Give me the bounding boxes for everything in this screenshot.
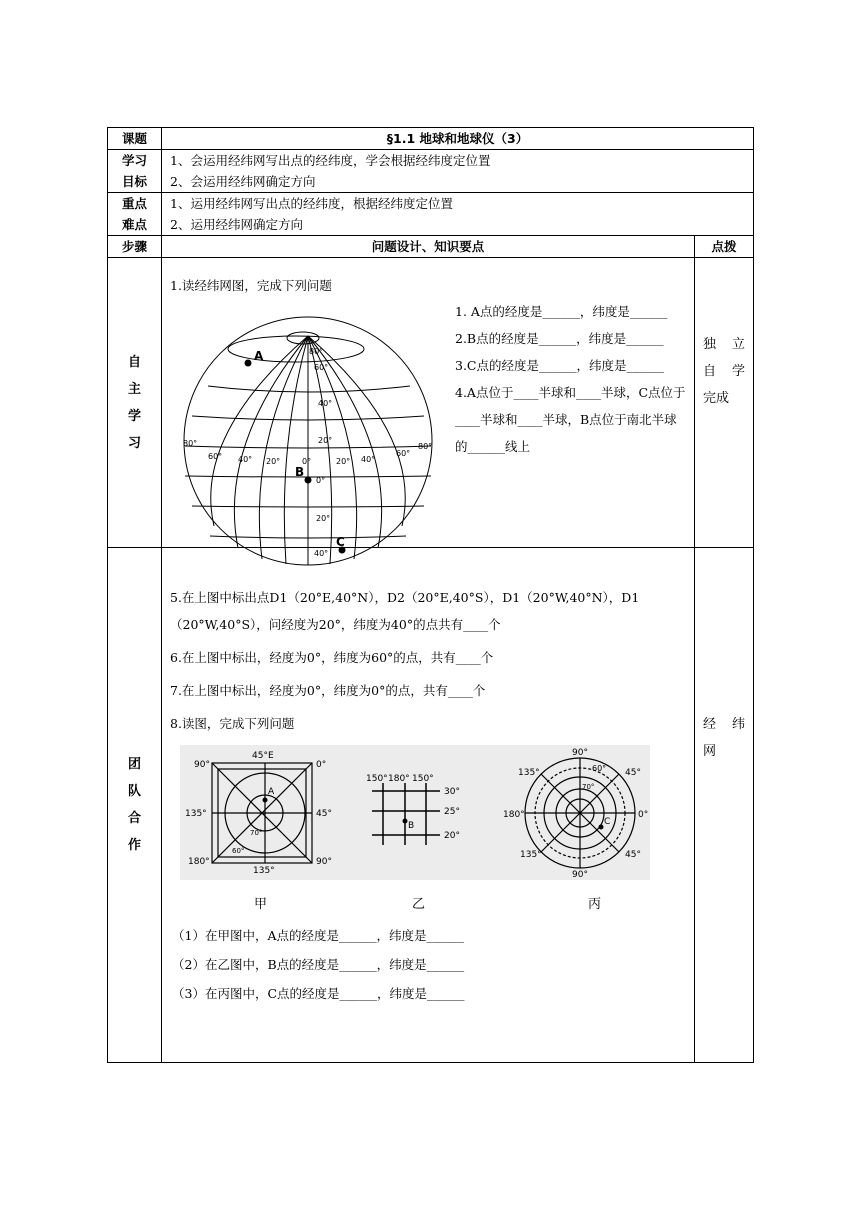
bing-label: 135° [518,768,540,778]
topic-label: 课题 [108,128,162,150]
design-column-header: 问题设计、知识要点 [162,236,695,258]
teamwork-questions [170,584,688,737]
sub-question-3: （3）在丙图中，C点的经度是______，纬度是______ [172,986,465,1001]
objectives-label-line2: 目标 [121,174,147,189]
question-1: 1. A点的经度是______，纬度是______ [455,304,668,319]
objective-2: 2、会运用经纬网确定方向 [170,174,316,189]
globe-lat-label: 60° [314,363,329,372]
tip-char: 自 [703,364,717,379]
globe-lon-label: 40° [361,455,376,464]
bing-label: 0° [638,810,649,820]
self-study-tip [695,258,754,548]
key-point-2: 2、运用经纬网确定方向 [170,217,303,232]
tip-text: 完成 [703,391,730,406]
bing-label: 45° [625,850,641,860]
yi-label: 150° [412,774,434,784]
globe-lon-label: 60° [208,452,223,461]
tip-char: 立 [732,337,746,352]
jia-point-a-label: A [268,787,275,797]
jia-label: 90° [194,760,210,770]
key-point-1: 1、运用经纬网写出点的经纬度，根据经纬度定位置 [170,196,453,211]
sub-question-1: （1）在甲图中，A点的经度是______，纬度是______ [172,928,464,943]
question-2: 2.B点的经度是______，纬度是______ [455,331,664,346]
lesson-title: §1.1 地球和地球仪（3） [162,128,754,150]
yi-label: 20° [444,831,460,841]
teamwork-char: 合 [127,811,141,826]
question-3: 3.C点的经度是______，纬度是______ [455,358,664,373]
globe-lon-label: 60° [396,449,411,458]
question-4: 4.A点位于____半球和____半球，C点位于____半球和____半球，B点位于南北半球的______线上 [455,385,686,454]
globe-lat-label: 0° [316,476,326,485]
teamwork-char: 作 [127,838,141,853]
step-column-header: 步骤 [108,236,162,258]
self-study-char: 主 [127,381,141,397]
key-points-label [108,193,162,236]
figure-jia [180,745,340,880]
globe-lat-label: 80° [309,347,324,356]
globe-lat-label: 40° [314,549,329,558]
self-study-char: 习 [127,435,141,451]
teamwork-label [108,548,162,1063]
figure-caption-bing: 丙 [588,897,602,912]
teamwork-tip [695,548,754,1063]
tip-char: 纬 [732,717,746,732]
yi-label: 30° [444,787,460,797]
self-study-char: 学 [127,408,141,424]
figure-yi [350,745,490,880]
teamwork-char: 队 [127,784,141,799]
yi-label: 180° [388,774,410,784]
tip-column-header: 点拨 [695,236,754,258]
jia-label: 60° [232,847,245,855]
globe-lat-label: 20° [318,436,333,445]
yi-label: 150° [366,774,388,784]
tip-char: 网 [703,744,717,759]
jia-label: 135° [253,866,275,876]
jia-label: 70° [250,829,263,837]
globe-lon-label: 40° [238,455,253,464]
jia-label: 90° [316,857,332,867]
globe-lon-label: 20° [336,457,351,466]
yi-label: 25° [444,807,460,817]
globe-point-b-label: B [295,465,305,479]
globe-figure [178,316,438,566]
question-7: 7.在上图中标出，经度为0°，纬度为0°的点，共有____个 [170,683,486,698]
jia-label: 45°E [252,751,274,761]
bing-label: 60° [592,764,607,773]
question-5: 5.在上图中标出点D1（20°E,40°N），D2（20°E,40°S），D1（20°W,40°N），D1（20°W,40°S），问经度为20°，纬度为40°的点共有____个 [170,590,640,632]
key-points-label-line1: 重点 [121,196,147,211]
objectives-label-line1: 学习 [121,153,147,168]
globe-lat-label: 20° [316,514,331,523]
tip-char: 独 [703,337,717,352]
globe-lon-label: 20° [266,457,281,466]
sub-question-2: （2）在乙图中，B点的经度是______，纬度是______ [172,957,465,972]
jia-label: 0° [316,760,327,770]
objective-1: 1、会运用经纬网写出点的经纬度，学会根据经纬度定位置 [170,153,491,168]
figure-bing [500,745,650,880]
figures-panel [180,745,650,880]
bing-label: 45° [625,768,641,778]
bing-label: 90° [572,748,588,758]
globe-lon-label: 80° [418,442,433,451]
bing-label: 90° [572,870,588,880]
jia-label: 45° [316,809,332,819]
bing-label: 70° [582,783,595,791]
bing-point-c-label: C [604,817,611,827]
question-8: 8.读图，完成下列问题 [170,716,295,731]
question-6: 6.在上图中标出，经度为0°，纬度为60°的点，共有____个 [170,650,494,665]
bing-label: 180° [503,810,525,820]
globe-point-a-label: A [254,349,264,363]
yi-point-b-label: B [408,821,415,831]
figure-caption-jia: 甲 [254,897,268,912]
figure-caption-yi: 乙 [412,897,426,912]
globe-point-c-label: C [336,535,345,549]
tip-char: 学 [732,364,746,379]
self-study-char: 自 [127,354,141,370]
jia-label: 180° [188,857,210,867]
objectives-label [108,150,162,193]
key-points-label-line2: 难点 [121,217,147,232]
key-points-content [162,193,754,236]
figure-sub-questions [172,922,690,1007]
bing-label: 135° [520,850,542,860]
self-study-questions [455,298,689,460]
tip-char: 经 [703,717,717,732]
teamwork-char: 团 [127,757,141,772]
globe-lon-label: 0° [302,457,312,466]
self-study-intro: 1.读经纬网图，完成下列问题 [170,278,332,293]
objectives-content [162,150,754,193]
globe-lat-label: 40° [318,399,333,408]
globe-lon-label: 80° [183,439,198,448]
self-study-label [108,258,162,548]
jia-label: 135° [185,809,207,819]
